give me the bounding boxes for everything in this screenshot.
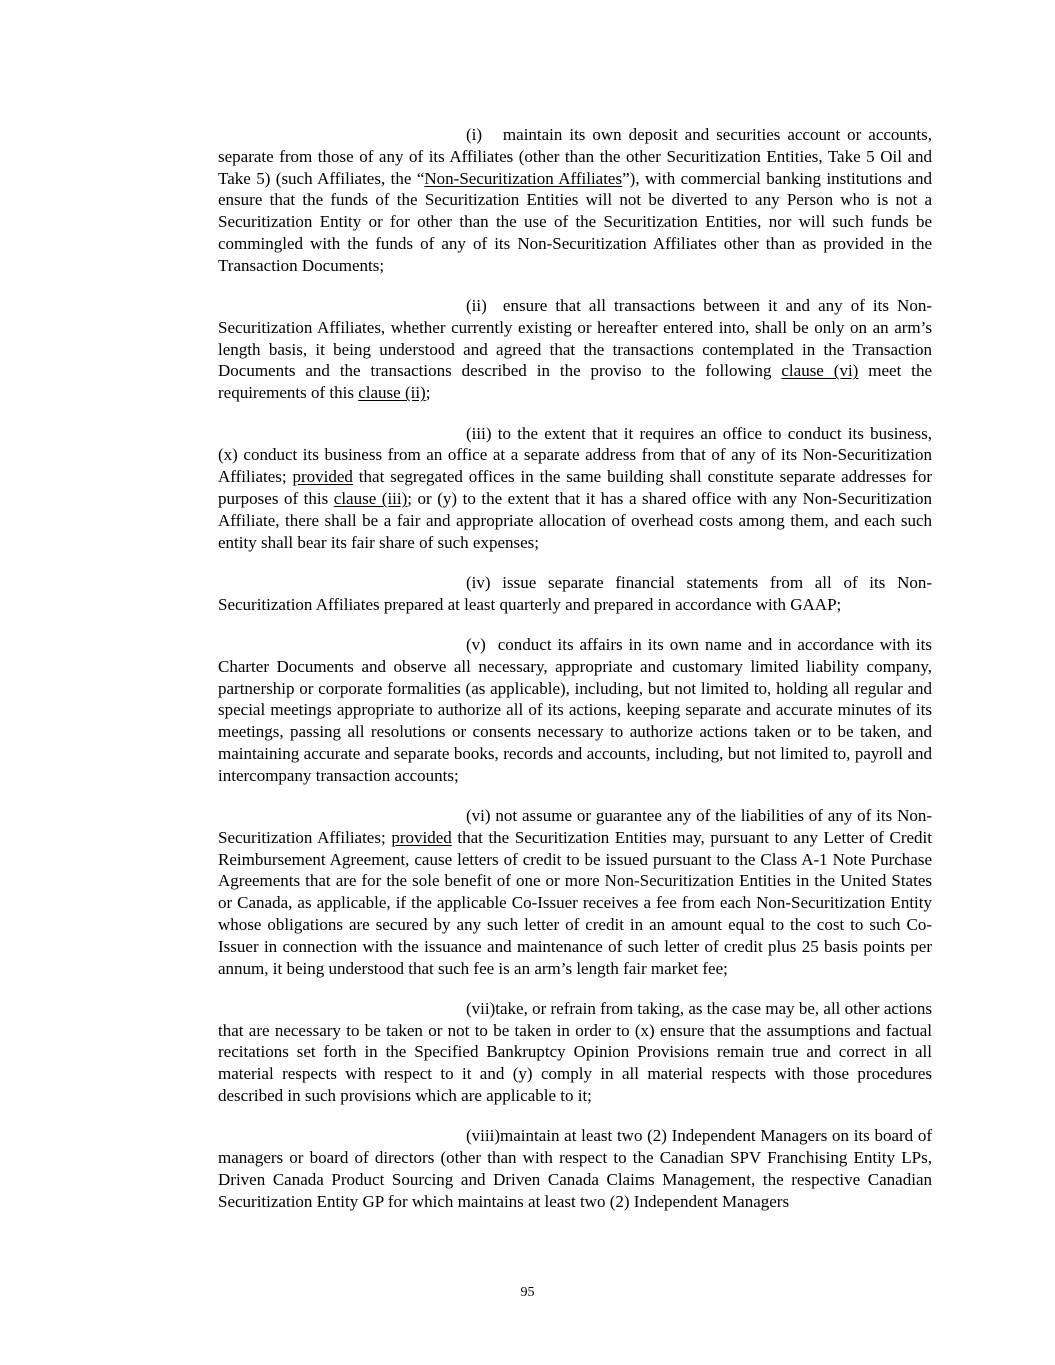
clause-number: (ii): [466, 296, 487, 316]
page-number: 95: [520, 1285, 535, 1300]
clause-iv: [218, 572, 932, 616]
clause-vi: [218, 805, 932, 979]
clause-ii: [218, 295, 932, 404]
clause-vii: [218, 998, 932, 1107]
cross-reference: clause (iii): [333, 488, 408, 508]
clause-text: maintain its own deposit and securities account or accounts, separate from those of any of its Affiliates (other than the other Securitization Entities, Take 5 Oil and Take 5) (such Affiliates, the “: [218, 125, 932, 188]
clause-text: maintain at least two (2) Independent Managers on its board of managers or board of directors (other than with respect to the Canadian SPV Franchising Entity LPs, Driven Canada Product Sourcing and Driven Canada Claims Management, the respective Canadian Securitization Entity GP for which maintains at least two (2) Independent Managers: [218, 1126, 932, 1211]
clause-i: [218, 124, 932, 277]
clause-text: ensure that all transactions between it and any of its Non-Securitization Affiliates, whether currently existing or hereafter entered into, shall be only on an arm’s length basis, it being understood and agreed that the transactions contemplated in the Transaction Documents and the transactions described in the proviso to the following: [218, 296, 932, 381]
proviso-term: provided: [391, 827, 452, 847]
clause-text: meet the requirements of this: [218, 361, 932, 403]
clause-text: ”), with commercial banking institutions and ensure that the funds of the Securitization Entities will not be diverted to any Person who is not a Securitization Entity or for other than the use of the Securitization Entities, nor will such funds be commingled with the funds of any of its Non-Securitization Affiliates other than as provided in the Transaction Documents;: [218, 168, 932, 275]
clause-number: (iii): [466, 423, 492, 443]
clause-number: (v): [466, 634, 486, 654]
clause-text: not assume or guarantee any of the liabilities of any of its Non-Securitization Affiliates;: [218, 806, 933, 847]
defined-term: Non-Securitization Affiliates: [424, 168, 623, 188]
clause-text: to the extent that it requires an office to conduct its business, (x) conduct its business from an office at a separate address from that of any of its Non-Securitization Affiliates;: [218, 423, 933, 487]
clause-number: (iv): [466, 572, 491, 592]
clause-number: (i): [466, 125, 483, 144]
clause-text: conduct its affairs in its own name and in accordance with its Charter Documents and observe all necessary, appropriate and customary limited liability company, partnership or corporate formalities (as applicable), including, but not limited to, holding all regular and special meetings appropriate to authorize all of its actions, keeping separate and accurate minutes of its meetings, passing all resolutions or consents necessary to authorize actions taken or to be taken, and maintaining accurate and separate books, records and accounts, including, but not limited to, payroll and intercompany transaction accounts;: [218, 634, 932, 785]
clause-text: that segregated offices in the same building shall constitute separate addresses for purposes of this: [218, 467, 932, 508]
clause-number: (vi): [466, 806, 491, 826]
clause-number: (viii): [466, 1126, 500, 1146]
cross-reference: clause (vi): [781, 361, 859, 381]
clause-v: [218, 634, 932, 787]
clause-text: issue separate financial statements from all of its Non-Securitization Affiliates prepared at least quarterly and prepared in accordance with GAAP;: [218, 572, 933, 614]
clause-text: ;: [425, 383, 431, 403]
clause-text: take, or refrain from taking, as the case may be, all other actions that are necessary to be taken or not to be taken in order to (x) ensure that the assumptions and factual recitations set forth in the Specified Bankruptcy Opinion Provisions remain true and correct in all material respects with respect to it and (y) comply in all material respects with those procedures described in such provisions which are applicable to it;: [218, 998, 932, 1106]
clause-number: (vii): [466, 998, 496, 1018]
clause-viii: [218, 1125, 932, 1212]
document-body: [218, 124, 932, 1231]
clause-iii: [218, 423, 932, 554]
clause-text: that the Securitization Entities may, pursuant to any Letter of Credit Reimbursement Agreement, cause letters of credit to be issued pursuant to the Class A-1 Note Purchase Agreements that are for the sole benefit of one or more Non-Securitization Entities in the United States or Canada, as applicable, if the applicable Co-Issuer receives a fee from each Non-Securitization Entity whose obligations are secured by any such letter of credit in an amount equal to the cost to such Co-Issuer in connection with the issuance and maintenance of such letter of credit plus 25 basis points per annum, it being understood that such fee is an arm’s length fair market fee;: [218, 827, 933, 978]
cross-reference: clause (ii): [358, 383, 426, 403]
clause-text: ; or (y) to the extent that it has a shared office with any Non-Securitization Affiliate, there shall be a fair and appropriate allocation of overhead costs among them, and each such entity shall bear its fair share of such expenses;: [218, 488, 933, 552]
proviso-term: provided: [292, 467, 353, 487]
